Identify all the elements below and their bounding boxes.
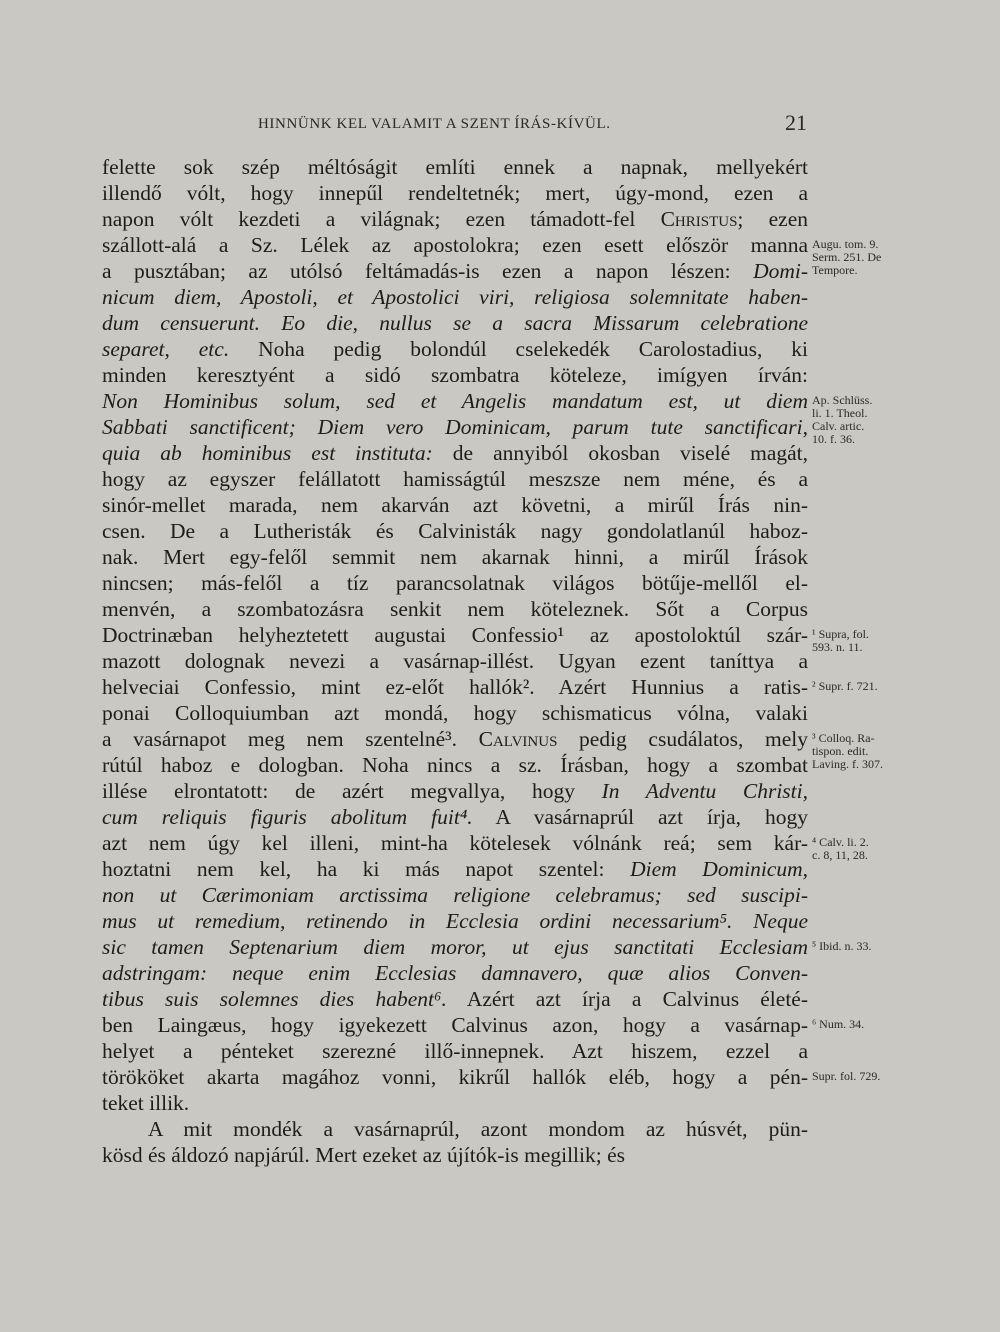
margin-note-line: ⁴ Calv. li. 2. — [812, 835, 869, 849]
text-line: cum reliquis figuris abolitum fuit⁴. A vasárnaprúl azt írja, hogy — [102, 805, 809, 829]
text-line: azt nem úgy kel illeni, mint-ha kötelesek vólnánk reá; sem kár- — [102, 831, 808, 855]
text-line: felette sok szép méltóságit említi ennek a napnak, mellyekért — [102, 155, 808, 179]
text-line: csen. De a Lutheristák és Calvinisták nagy gondolatlanúl haboz- — [102, 519, 808, 543]
margin-note — [812, 1018, 912, 1031]
text-line: hoztatni nem kel, ha ki más napot szentel: Diem Dominicum, — [102, 857, 808, 881]
text-line: szállott-alá a Sz. Lélek az apostolokra; ezen esett először manna — [102, 233, 808, 257]
text-line: ponai Colloquiumban azt mondá, hogy schismaticus vólna, valaki — [102, 701, 808, 725]
margin-note-line: Calv. artic. — [812, 419, 865, 433]
text-line: illendő vólt, hogy innepűl rendeltetnék; mert, úgy-mond, ezen a — [102, 181, 808, 205]
text-line: illése elrontatott: de azért megvallya, hogy In Adventu Christi, — [102, 779, 808, 803]
text-line: sic tamen Septenarium diem moror, ut ejus sanctitati Ecclesiam — [102, 935, 808, 959]
text-line: Sabbati sanctificent; Diem vero Dominicam, parum tute sanctificari, — [102, 415, 808, 439]
text-line: tibus suis solemnes dies habent⁶. Azért azt írja a Calvinus életé- — [102, 987, 808, 1011]
margin-note-line: ³ Colloq. Ra- — [812, 731, 875, 745]
text-line: a pusztában; az utólsó feltámadás-is ezen a napon lészen: Domi- — [102, 259, 808, 283]
margin-note-line: ⁶ Num. 34. — [812, 1017, 865, 1031]
margin-note-line: c. 8, 11, 28. — [812, 848, 868, 862]
margin-note-line: 593. n. 11. — [812, 640, 863, 654]
margin-note-line: Supr. fol. 729. — [812, 1069, 881, 1083]
text-line: rútúl haboz e dologban. Noha nincs a sz. Írásban, hogy a szombat — [102, 753, 808, 777]
text-line: teket illik. — [102, 1091, 190, 1115]
text-line: dum censuerunt. Eo die, nullus se a sacra Missarum celebratione — [102, 311, 808, 335]
text-line: törököket akarta magához vonni, kikrűl hallók eléb, hogy a pén- — [102, 1065, 808, 1089]
text-line: separet, etc. Noha pedig bolondúl cselekedék Carolostadius, ki — [102, 337, 808, 361]
text-line: helyet a pénteket szerezné illő-innepnek. Azt hiszem, ezzel a — [102, 1039, 808, 1063]
text-line: Non Hominibus solum, sed et Angelis mandatum est, ut diem — [102, 389, 808, 413]
text-line: kösd és áldozó napjárúl. Mert ezeket az újítók-is megillik; és — [102, 1143, 626, 1167]
margin-note — [812, 394, 912, 446]
text-line: hogy az egyszer felállatott hamisságtúl meszsze nem méne, és a — [102, 467, 808, 491]
text-line: nicum diem, Apostoli, et Apostolici viri, religiosa solemnitate haben- — [102, 285, 808, 309]
text-line: napon vólt kezdeti a világnak; ezen támadott-fel Christus; ezen — [102, 207, 808, 231]
margin-note-line: 10. f. 36. — [812, 432, 855, 446]
text-line: non ut Cærimoniam arctissima religione celebramus; sed suscipi- — [102, 883, 808, 907]
margin-note-line: Tempore. — [812, 263, 858, 277]
margin-note-line: tispon. edit. — [812, 744, 869, 758]
text-line: mazott dolognak nevezi a vasárnap-illést. Ugyan ezent taníttya a — [102, 649, 808, 673]
margin-note — [812, 238, 912, 277]
text-line: menvén, a szombatozásra senkit nem köteleznek. Sőt a Corpus — [102, 597, 808, 621]
text-line: ben Laingæus, hogy igyekezett Calvinus azon, hogy a vasárnap- — [102, 1013, 808, 1037]
margin-note-line: Ap. Schlüss. — [812, 393, 873, 407]
margin-note — [812, 628, 912, 654]
text-line: Doctrinæban helyheztetett augustai Confessio¹ az apostoloktúl szár- — [102, 623, 808, 647]
body-text — [102, 154, 808, 1168]
text-line: a vasárnapot meg nem szentelné³. Calvinus pedig csudálatos, mely — [102, 727, 808, 751]
text-line: mus ut remedium, retinendo in Ecclesia ordini necessarium⁵. Neque — [102, 909, 809, 933]
text-line: A mit mondék a vasárnaprúl, azont mondom az húsvét, pün- — [148, 1117, 808, 1141]
margin-note-line: ¹ Supra, fol. — [812, 627, 869, 641]
margin-note — [812, 732, 912, 771]
text-line: nak. Mert egy-felől semmit nem akarnak hinni, a mirűl Írások — [102, 545, 808, 569]
page-number: 21 — [785, 110, 807, 135]
margin-note-line: Augu. tom. 9. — [812, 237, 879, 251]
text-line: nincsen; más-felől a tíz parancsolatnak világos bötűje-mellől el- — [102, 571, 808, 595]
margin-note-line: ⁵ Ibid. n. 33. — [812, 939, 872, 953]
margin-note-line: li. 1. Theol. — [812, 406, 868, 420]
margin-note — [812, 1070, 912, 1083]
text-line: minden keresztyént a sidó szombatra köteleze, imígyen írván: — [102, 363, 808, 387]
margin-note-line: Laving. f. 307. — [812, 757, 883, 771]
margin-note-line: Serm. 251. De — [812, 250, 882, 264]
margin-note-line: ² Supr. f. 721. — [812, 679, 878, 693]
text-line: sinór-mellet marada, nem akarván azt követni, a mirűl Írás nin- — [102, 493, 808, 517]
running-head: HINNÜNK KEL VALAMIT A SZENT ÍRÁS-KÍVÜL. — [258, 116, 611, 132]
margin-note — [812, 940, 912, 953]
margin-note — [812, 836, 912, 862]
text-line: helveciai Confessio, mint ez-előt hallók². Azért Hunnius a ratis- — [102, 675, 808, 699]
text-line: adstringam: neque enim Ecclesias damnavero, quæ alios Conven- — [102, 961, 808, 985]
text-line: quia ab hominibus est instituta: de annyiból okosban viselé magát, — [102, 441, 809, 465]
margin-note — [812, 680, 912, 693]
